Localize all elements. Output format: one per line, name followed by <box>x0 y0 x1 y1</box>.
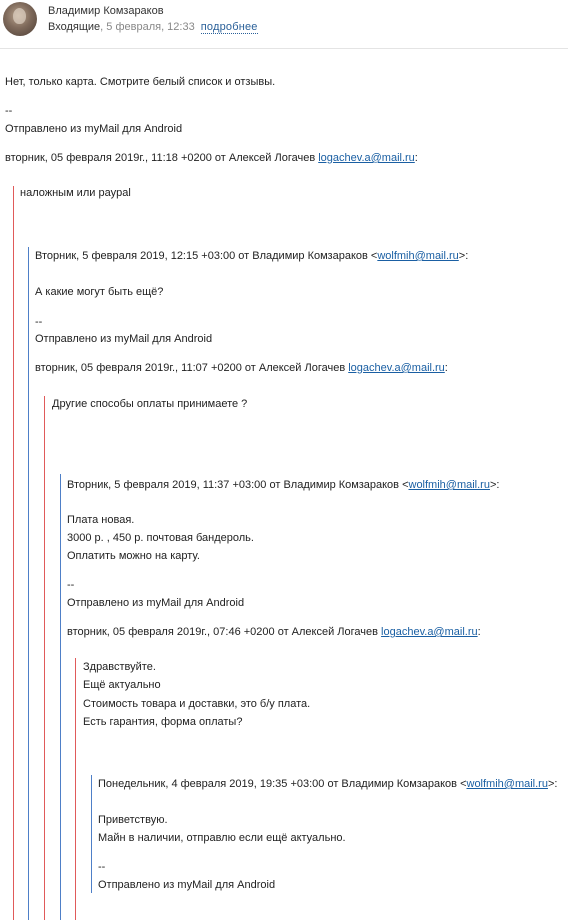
quote-text: Ещё актуально <box>83 679 161 691</box>
quote-text: Стоимость товара и доставки, это б/у плата. <box>83 698 311 710</box>
quote-text: наложным или paypal <box>20 187 131 199</box>
quote-text: Здравствуйте. <box>83 661 156 673</box>
signature: Отправлено из myMail для Android <box>98 879 276 891</box>
quote-text: Другие способы оплаты принимаете ? <box>52 398 248 410</box>
folder-label[interactable]: Входящие <box>48 21 101 33</box>
message-meta <box>48 21 258 33</box>
quote-text: 3000 р. , 450 р. почтовая бандероль. <box>67 532 254 544</box>
email-link[interactable]: wolfmih@mail.ru <box>466 778 548 790</box>
quote-header: вторник, 05 февраля 2019г., 07:46 +0200 от Алексей Логачев logachev.a@mail.ru: <box>67 626 481 638</box>
body-text: Нет, только карта. Смотрите белый список и отзывы. <box>5 76 276 88</box>
signature: Отправлено из myMail для Android <box>35 333 213 345</box>
quote-bar-level6 <box>91 775 92 893</box>
quote-text: Оплатить можно на карту. <box>67 550 200 562</box>
quote-header: Вторник, 5 февраля 2019, 11:37 +03:00 от Владимир Комзараков <wolfmih@mail.ru>: <box>67 479 500 491</box>
email-link[interactable]: logachev.a@mail.ru <box>381 626 478 638</box>
sender-name[interactable]: Владимир Комзараков <box>48 5 164 17</box>
quote-text: Есть гарантия, форма оплаты? <box>83 716 243 728</box>
details-link[interactable]: подробнее <box>200 21 258 33</box>
email-link[interactable]: wolfmih@mail.ru <box>408 479 490 491</box>
email-link[interactable]: logachev.a@mail.ru <box>318 152 415 164</box>
quote-text: Плата новая. <box>67 514 135 526</box>
quote-bar-level4 <box>60 474 61 920</box>
signature-dash: -- <box>35 316 43 328</box>
email-link[interactable]: logachev.a@mail.ru <box>348 362 445 374</box>
quote-header: Понедельник, 4 февраля 2019, 19:35 +03:00 от Владимир Комзараков <wolfmih@mail.ru>: <box>98 778 558 790</box>
quote-bar-level1 <box>13 186 14 920</box>
signature-dash: -- <box>98 861 106 873</box>
email-link[interactable]: wolfmih@mail.ru <box>377 250 459 262</box>
signature-dash: -- <box>67 579 75 591</box>
quote-header: вторник, 05 февраля 2019г., 11:07 +0200 от Алексей Логачев logachev.a@mail.ru: <box>35 362 448 374</box>
quote-text: Майн в наличии, отправлю если ещё актуально. <box>98 832 346 844</box>
avatar[interactable] <box>3 2 37 36</box>
quote-header: Вторник, 5 февраля 2019, 12:15 +03:00 от Владимир Комзараков <wolfmih@mail.ru>: <box>35 250 469 262</box>
quote-text: А какие могут быть ещё? <box>35 286 164 298</box>
message-date: , 5 февраля, 12:33 <box>100 21 195 33</box>
quote-header: вторник, 05 февраля 2019г., 11:18 +0200 от Алексей Логачев logachev.a@mail.ru: <box>5 152 418 164</box>
signature: Отправлено из myMail для Android <box>67 597 245 609</box>
signature: Отправлено из myMail для Android <box>5 123 183 135</box>
signature-dash: -- <box>5 105 13 117</box>
quote-text: Приветствую. <box>98 814 168 826</box>
quote-bar-level2 <box>28 247 29 920</box>
quote-bar-level3 <box>44 396 45 920</box>
quote-bar-level5 <box>75 658 76 920</box>
message-header <box>0 0 568 49</box>
